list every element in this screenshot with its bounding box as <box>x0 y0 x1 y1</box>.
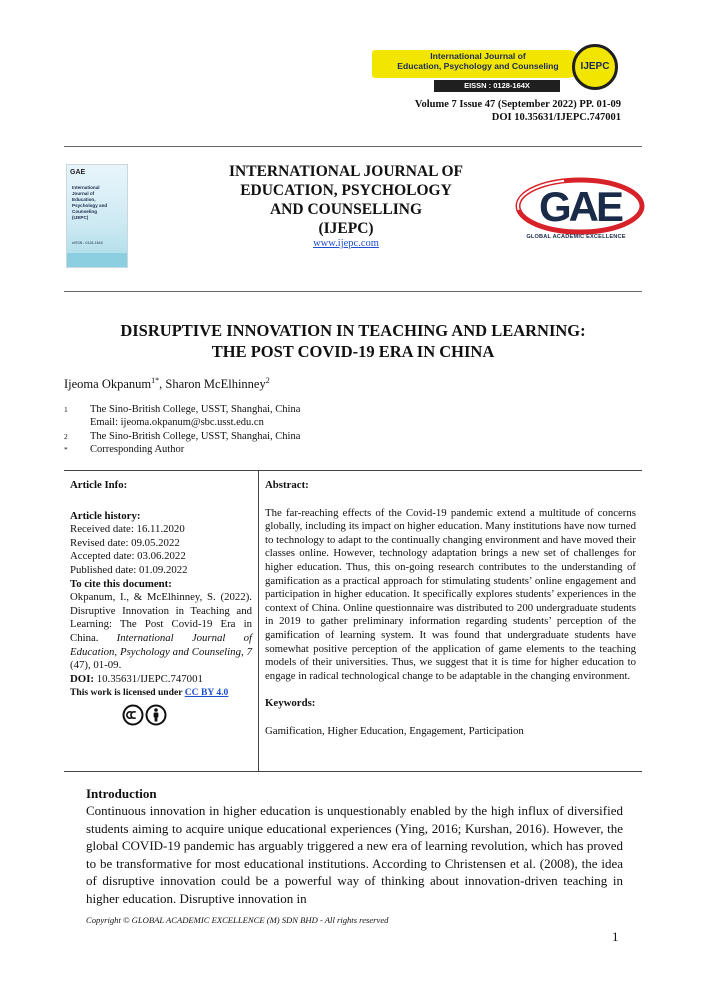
volume-line: Volume 7 Issue 47 (September 2022) PP. 01-09 <box>414 99 621 110</box>
journal-url-link[interactable]: www.ijepc.com <box>313 238 379 249</box>
journal-title: INTERNATIONAL JOURNAL OF EDUCATION, PSYCHOLOGY AND COUNSELLING (IJEPC) <box>229 163 463 237</box>
page-number: 1 <box>612 929 619 944</box>
cover-logo: GAE <box>70 169 86 176</box>
cover-issn: eISSN : 0128-164X <box>72 241 103 245</box>
banner-issn: EISSN : 0128-164X <box>434 80 560 92</box>
cover-bar <box>67 253 128 267</box>
article-info-panel <box>70 479 252 731</box>
abstract-heading: Abstract: <box>265 479 309 491</box>
doi-line: DOI 10.35631/IJEPC.747001 <box>491 112 621 123</box>
ijepc-badge: IJEPC <box>572 44 618 90</box>
paper-title: DISRUPTIVE INNOVATION IN TEACHING AND LEARNING: THE POST COVID-19 ERA IN CHINA <box>120 321 586 361</box>
introduction-heading: Introduction <box>86 786 157 801</box>
license-text: This work is licensed under CC BY 4.0 <box>70 687 229 699</box>
abstract-panel <box>265 479 636 739</box>
affiliation-row: * Corresponding Author <box>64 444 185 456</box>
citation-text: Okpanum, I., & McElhinney, S. (2022). Disruptive Innovation in Teaching and Learning: The Post Covid-19 Era in China. International Journal of Education, Psychology and Counseling, 7 (47), 01-09. <box>70 591 252 672</box>
published-date: Published date: 01.09.2022 <box>70 563 188 576</box>
keywords-list: Gamification, Higher Education, Engagement, Participation <box>265 724 524 737</box>
copyright-footer: Copyright © GLOBAL ACADEMIC EXCELLENCE (M) SDN BHD - All rights reserved <box>86 915 389 925</box>
banner-title: International Journal of Education, Psychology and Counseling <box>397 51 559 71</box>
affiliation-row: 1 The Sino-British College, USST, Shanghai, China <box>64 404 301 415</box>
header-rule <box>64 146 642 147</box>
gae-letters: GAE <box>538 183 622 230</box>
article-history-heading: Article history: <box>70 509 141 522</box>
table-bottom-border <box>64 771 642 772</box>
author-email: Email: ijeoma.okpanum@sbc.usst.edu.cn <box>90 417 264 429</box>
introduction-body: Continuous innovation in higher education is unquestionably enabled by the high influx of diversified students aiming to acquire unique educational experiences (Ying, 2016; Kurshan, 2016). However, the global COVID-19 pandemic has arguably triggered a new era of learning revolution, which has proved to be transformative for most educational institutions. According to Christensen et al. (2008), the idea of disruptive innovation could be a powerful way of thinking about innovation-driven teaching in higher education. Disruptive innovation in <box>86 803 623 906</box>
cite-heading: To cite this document: <box>70 577 172 590</box>
table-column-divider <box>258 470 259 772</box>
doi-text: DOI: 10.35631/IJEPC.747001 <box>70 672 203 685</box>
gae-logo-graphic <box>514 176 646 236</box>
article-info-heading: Article Info: <box>70 479 128 491</box>
volume-info <box>415 98 621 124</box>
journal-cover-thumbnail <box>66 164 128 268</box>
cc-by-icon <box>122 704 252 731</box>
keywords-heading: Keywords: <box>265 697 316 710</box>
abstract-body: The far-reaching effects of the Covid-19 pandemic extend a multitude of concerns globally, including its impact on higher education. Many institutions have now turned to technology to adapt to the continually changing environment and have moved their classes online. However, technology adaptation brings a new set of challenges for higher education. Thus, this on-going research contributes to the understanding of gamification as a practical approach for stimulating students’ online engagement and participation in higher education. It specifically explores students’ experiences in the context of China. Online questionnaire was distributed to 200 undergraduate students in 2019 to gather preliminary information regarding students’ perception of the gamification of learning system. It was found that undergraduate students have somewhat positive perception of the application of game elements to the teaching models of their universities. Thus, we suggest that it is time for higher education to engage in radical technological change to be adaptable in the changing environment. <box>265 506 636 682</box>
affiliations <box>64 403 300 457</box>
license-link[interactable]: CC BY 4.0 <box>184 687 229 699</box>
accepted-date: Accepted date: 03.06.2022 <box>70 550 186 563</box>
author-1: Ijeoma Okpanum <box>64 377 152 392</box>
author-2: Sharon McElhinney <box>165 377 266 392</box>
gae-logo <box>514 176 646 248</box>
revised-date: Revised date: 09.05.2022 <box>70 536 180 549</box>
received-date: Received date: 16.11.2020 <box>70 523 185 536</box>
affiliation-row: 2 The Sino-British College, USST, Shanghai, China <box>64 430 301 442</box>
table-top-border <box>64 470 642 471</box>
authors: Ijeoma Okpanum$^{1*}$, Sharon McElhinney$^2$ <box>64 376 270 392</box>
affiliation-row <box>64 416 300 429</box>
gae-caption: GLOBAL ACADEMIC EXCELLENCE <box>526 234 626 240</box>
title-rule <box>64 291 642 292</box>
journal-banner <box>372 44 620 94</box>
cover-title: International Journal of Education, Psychology and Counseling (IJEPC) <box>72 185 108 220</box>
